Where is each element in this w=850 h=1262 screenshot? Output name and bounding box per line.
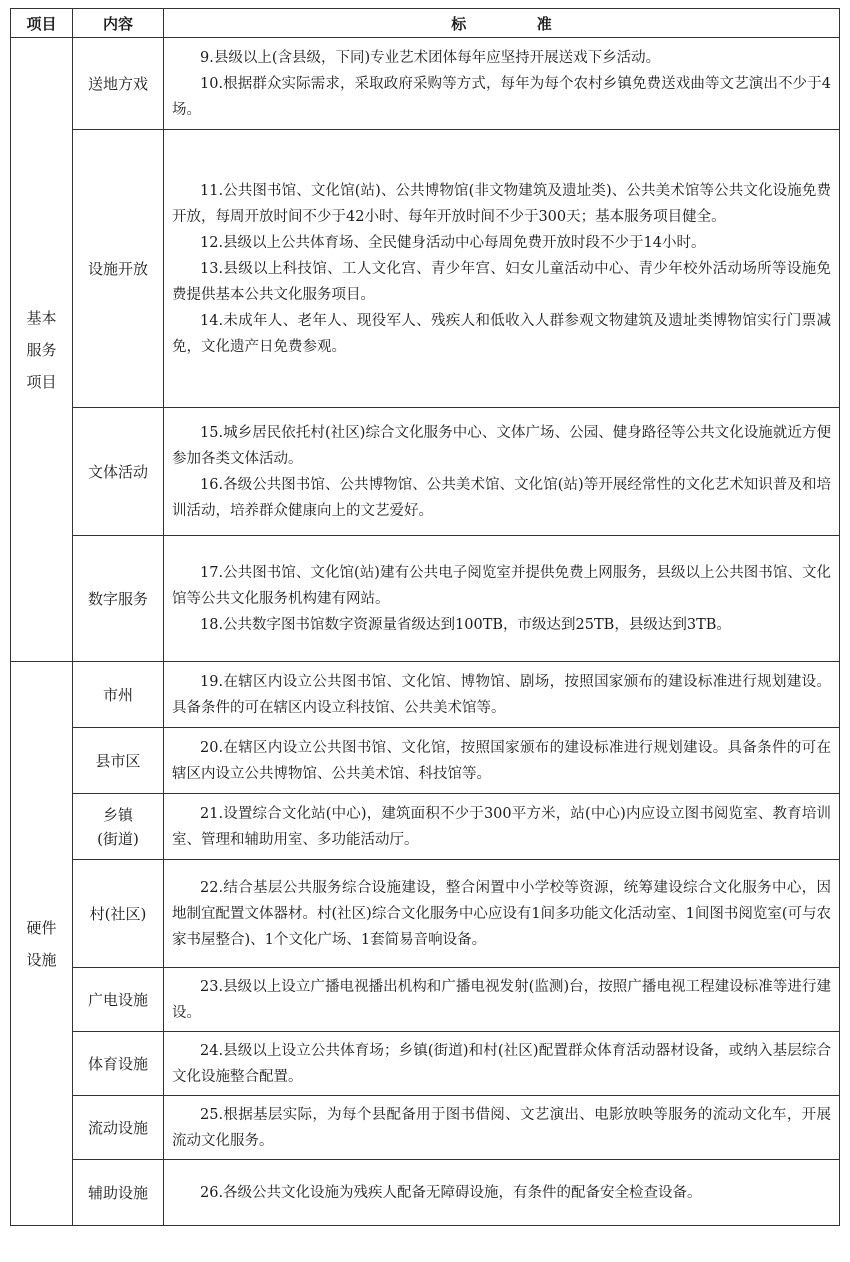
content-label: 文体活动: [87, 462, 148, 481]
table-row: [11, 38, 840, 130]
standard-item: 22.结合基层公共服务综合设施建设，整合闲置中小学校等资源，统筹建设综合文化服务中心，因地制宜配置文体器材。村(社区)综合文化服务中心应设有1间多功能文化活动室、1间图书阅览室(可与农家书屋整合)、1个文化广场、1套简易音响设备。: [172, 879, 831, 948]
standard-cell: [164, 728, 840, 794]
category-label: 基本: [26, 308, 57, 327]
standard-item: 9.县级以上(含县级，下同)专业艺术团体每年应坚持开展送戏下乡活动。: [200, 49, 661, 66]
content-cell: [73, 728, 164, 794]
category-label: 设施: [26, 950, 57, 969]
content-cell: [73, 662, 164, 728]
content-cell: [73, 794, 164, 860]
table-row: [11, 968, 840, 1032]
standard-item: 17.公共图书馆、文化馆(站)建有公共电子阅览室并提供免费上网服务，县级以上公共图书馆、文化馆等公共文化服务机构建有网站。: [172, 564, 831, 607]
content-label: 市州: [102, 685, 133, 704]
standard-item: 18.公共数字图书馆数字资源量省级达到100TB，市级达到25TB，县级达到3TB。: [200, 616, 731, 633]
standard-item: 14.未成年人、老年人、现役军人、残疾人和低收入人群参观文物建筑及遗址类博物馆实行门票减免，文化遗产日免费参观。: [172, 312, 831, 355]
table-row: [11, 1032, 840, 1096]
content-cell: [73, 536, 164, 662]
standard-cell: [164, 130, 840, 408]
standard-item: 12.县级以上公共体育场、全民健身活动中心每周免费开放时段不少于14小时。: [200, 234, 706, 251]
content-label: 设施开放: [87, 259, 148, 278]
header-standard-b: 准: [536, 14, 552, 33]
standard-item: 25.根据基层实际，为每个县配备用于图书借阅、文艺演出、电影放映等服务的流动文化车，开展流动文化服务。: [172, 1106, 831, 1149]
content-cell: [73, 1032, 164, 1096]
content-label: 流动设施: [87, 1118, 148, 1137]
standard-cell: [164, 794, 840, 860]
content-cell: [73, 130, 164, 408]
header-project: 项目: [11, 9, 73, 38]
standard-item: 13.县级以上科技馆、工人文化宫、青少年宫、妇女儿童活动中心、青少年校外活动场所等设施免费提供基本公共文化服务项目。: [172, 260, 831, 303]
standard-cell: [164, 662, 840, 728]
standard-cell: [164, 408, 840, 536]
table-row: [11, 536, 840, 662]
standard-item: 26.各级公共文化设施为残疾人配备无障碍设施，有条件的配备安全检查设备。: [200, 1184, 702, 1201]
content-label: 体育设施: [87, 1054, 148, 1073]
standard-item: 20.在辖区内设立公共图书馆、文化馆，按照国家颁布的建设标准进行规划建设。具备条件的可在辖区内设立公共博物馆、公共美术馆、科技馆等。: [172, 739, 831, 782]
content-cell: [73, 38, 164, 130]
category-label: 硬件: [26, 918, 57, 937]
content-cell: [73, 1096, 164, 1160]
content-label: 村(社区): [89, 904, 147, 923]
table-row: [11, 662, 840, 728]
table-row: [11, 794, 840, 860]
standard-item: 21.设置综合文化站(中心)，建筑面积不少于300平方米，站(中心)内应设立图书阅览室、教育培训室、管理和辅助用室、多功能活动厅。: [172, 805, 831, 848]
content-label: (街道): [97, 829, 139, 848]
content-cell: [73, 408, 164, 536]
content-label: 辅助设施: [87, 1183, 148, 1202]
standard-cell: [164, 1032, 840, 1096]
table-row: [11, 408, 840, 536]
standard-item: 16.各级公共图书馆、公共博物馆、公共美术馆、文化馆(站)等开展经常性的文化艺术知识普及和培训活动，培养群众健康向上的文艺爱好。: [172, 476, 831, 519]
content-label: 广电设施: [87, 990, 148, 1009]
content-cell: [73, 1160, 164, 1226]
standard-cell: [164, 1096, 840, 1160]
content-label: 乡镇: [102, 805, 133, 824]
table-header-row: [11, 9, 840, 38]
content-label: 县市区: [95, 751, 141, 770]
category-label: 服务: [26, 340, 57, 359]
standard-cell: [164, 968, 840, 1032]
header-standard: [164, 9, 840, 38]
content-label: 数字服务: [87, 589, 148, 608]
standards-table: [10, 8, 840, 1226]
category-cell: [11, 662, 73, 1226]
content-label: 送地方戏: [87, 74, 148, 93]
category-label: 项目: [26, 372, 57, 391]
content-cell: [73, 860, 164, 968]
standard-cell: [164, 536, 840, 662]
header-content: 内容: [73, 9, 164, 38]
table-row: [11, 728, 840, 794]
header-standard-a: 标: [451, 14, 467, 33]
table-row: [11, 1096, 840, 1160]
standard-item: 10.根据群众实际需求，采取政府采购等方式，每年为每个农村乡镇免费送戏曲等文艺演出不少于4场。: [172, 75, 831, 118]
standard-cell: [164, 860, 840, 968]
standard-cell: [164, 38, 840, 130]
standard-item: 23.县级以上设立广播电视播出机构和广播电视发射(监测)台，按照广播电视工程建设标准等进行建设。: [172, 978, 831, 1021]
standard-item: 19.在辖区内设立公共图书馆、文化馆、博物馆、剧场，按照国家颁布的建设标准进行规划建设。具备条件的可在辖区内设立科技馆、公共美术馆等。: [172, 673, 831, 716]
standard-item: 24.县级以上设立公共体育场；乡镇(街道)和村(社区)配置群众体育活动器材设备，或纳入基层综合文化设施整合配置。: [172, 1042, 831, 1085]
table-row: [11, 860, 840, 968]
content-cell: [73, 968, 164, 1032]
category-cell: [11, 38, 73, 662]
table-row: [11, 1160, 840, 1226]
standard-item: 15.城乡居民依托村(社区)综合文化服务中心、文体广场、公园、健身路径等公共文化设施就近方便参加各类文体活动。: [172, 424, 831, 467]
table-row: [11, 130, 840, 408]
standard-cell: [164, 1160, 840, 1226]
standard-item: 11.公共图书馆、文化馆(站)、公共博物馆(非文物建筑及遗址类)、公共美术馆等公共文化设施免费开放，每周开放时间不少于42小时、每年开放时间不少于300天；基本服务项目健全。: [172, 182, 831, 225]
